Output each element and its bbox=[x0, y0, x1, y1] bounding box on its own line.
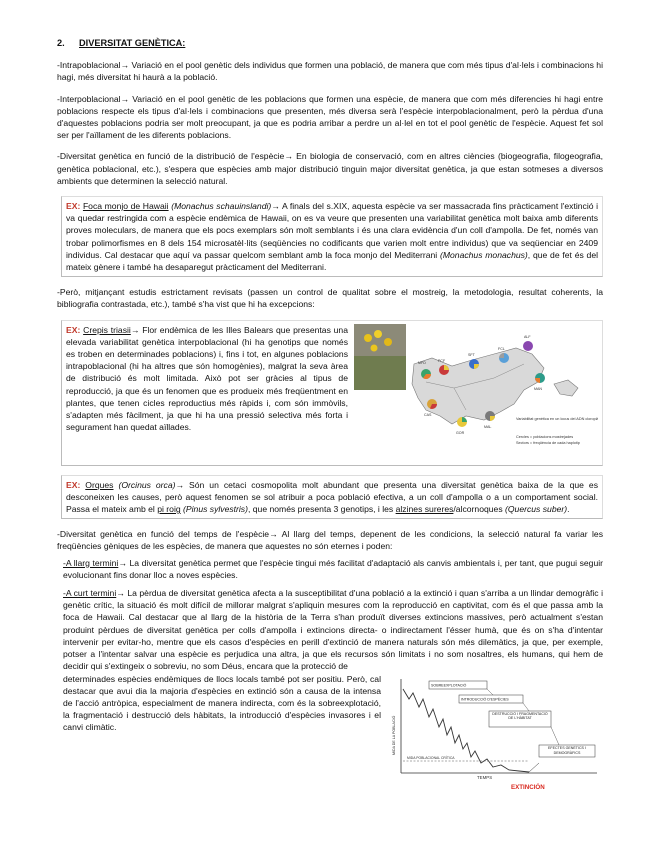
paragraph-intrapoblacional: -Intrapoblacional→ Variació en el pool genètic dels individus que formen una població, de manera que com més tipus d'al·lels i combinacions hi hagi, més diversitat hi haurà a la població. bbox=[57, 60, 603, 83]
flower-icon bbox=[384, 338, 392, 346]
paragraph-interpoblacional: -Interpoblacional→ Variació en el pool genètic de les poblacions que formen una espècie, de manera que com més diferencies hi hagi entre poblacions respecte els tipus d'al·lels i combinacions que presenten, més diversa serà l'espècie interpoblacionalment, però la pèrdua d'una d'aquestes poblacions podria ser molt preocupant, ja que es podria arribar a perdre un al·lel en tot el pool genètic de l'espècie. Aquest fet sol ser per l'aïllament de les diferents poblacions. bbox=[57, 93, 603, 141]
example-subject: Foca monjo de Hawaii bbox=[82, 201, 169, 212]
example-box-crepis bbox=[61, 320, 603, 466]
example-subject: Crepis triasii bbox=[83, 324, 131, 335]
example-text-4: . bbox=[567, 504, 570, 515]
pop-label: GOR bbox=[456, 430, 465, 435]
efectes-label-wrap bbox=[540, 746, 594, 757]
pop-label: CAS bbox=[424, 412, 432, 417]
example-text: → Flor endèmica de les Illes Balears que presentas una elevada variabilitat genètica interpoblacional (hi ha genotips que només es troben en determinades poblacions) i, fins i tot, en algunes poblacions intrapoblacional (hi ha altres que són homogènies), malgrat la seva àrea de distribució és molt limitada. Això pot ser gràcies al tipus de reproducció, ja que és un fenomen que es produeix més freqüentment en plantes, que tenen cicles reproductius més ràpids i, com són immòvils, s'adapten més fàcilment, ja que hi ha una pressió selectiva més forta i segurament han quedat aïllades. bbox=[66, 324, 348, 433]
pop-label: FCL bbox=[498, 346, 505, 351]
section-number: 2. bbox=[57, 38, 65, 48]
efectes-label: EFECTES GENÈTICS I DEMOGRÀFICS bbox=[548, 745, 586, 755]
pop-label: MFD bbox=[418, 360, 426, 365]
section-heading bbox=[57, 37, 603, 49]
pop-label: PCF bbox=[438, 358, 446, 363]
section-title: DIVERSITAT GENÈTICA: bbox=[79, 38, 186, 48]
pie-chart bbox=[535, 373, 545, 383]
flower-icon bbox=[374, 330, 382, 338]
pie-chart bbox=[421, 369, 431, 379]
crepis-figure bbox=[354, 324, 598, 462]
example-pine: pi roig bbox=[157, 504, 181, 515]
example-subject: Orques bbox=[85, 479, 114, 490]
flower-icon bbox=[364, 334, 372, 342]
critical-size-label: MIDA POBLACIONAL CRÍTICA bbox=[407, 755, 455, 760]
introduccio-label: INTRODUCCIÓ D'ESPÈCIES bbox=[461, 697, 509, 701]
arrow bbox=[523, 703, 529, 711]
pop-label: MAN bbox=[534, 386, 542, 391]
y-axis-label: MIDA DE LA POBLACIÓ bbox=[392, 715, 396, 755]
example-latin-name: (Monachus schauinslandi) bbox=[171, 201, 272, 212]
example-crepis-text bbox=[66, 324, 348, 462]
paragraph-temps: -Diversitat genètica en funció del temps de l'espècie→ Al llarg del temps, depenent de les condicions, la selecció natural fa variar les freqüències gèniques de les espècies, de manera que aquestes no són eternes i poden: bbox=[57, 529, 603, 552]
example-text: → Són un cetaci cosmopolita molt abundant que presenta una diversitat genètica baixa de la que es desconeixen les causes, però aquest fenomen se sol atribuir a poca població efectiva, a un coll d'ampolla o a un comportament social. Passa el mateix amb el bbox=[66, 479, 599, 515]
example-text: → A finals del s.XIX, aquesta espècie va ser massacrada fins pràcticament l'extinció i va quedar restringida com a espècie endèmica de Hawaii, on es va veure que presenten una variabilitat genètica molt baixa amb diferents proves moleculars, de manera que els pocs exemplars són molt semblants i és una clara evidència d'un coll d'ampolla. De fet, només van trobar polimorfismes en 8 dels 154 microsatèl·lits (seqüències no codificants que varien molt entre individus) que va seqüenciar en 2409 individus. Cal destacar que aquí va passar quelcom semblant amb la foca monjo del Mediterrani bbox=[66, 201, 599, 260]
example-pine-latin: (Pinus sylvestris) bbox=[183, 504, 248, 515]
pie-chart bbox=[469, 359, 479, 369]
example-text-3: /alcornoques bbox=[453, 504, 503, 515]
llarg-termini-label: -A llarg termini bbox=[63, 557, 119, 568]
arrow bbox=[529, 763, 539, 772]
pie-chart bbox=[439, 365, 449, 375]
pie-chart bbox=[499, 353, 509, 363]
pop-label: SFT bbox=[468, 352, 475, 357]
paragraph-curt-termini bbox=[63, 587, 603, 672]
document-page bbox=[57, 37, 603, 793]
sobreexplotacio-label: SOBREEXPLOTACIÓ bbox=[431, 683, 467, 687]
paragraph-excepcions: -Però, mitjançant estudis estrictament revisats (passen un control de qualitat sobre el mostreig, la metodologia, resultat coherents, la bibliografia contrastada, etc.), també s'ha vist que hi ha excepcions: bbox=[57, 287, 603, 310]
example-label: EX: bbox=[66, 479, 81, 490]
curt-termini-continuation bbox=[57, 673, 603, 793]
example-label: EX: bbox=[66, 324, 81, 335]
paragraph-distribucio: -Diversitat genètica en funció de la distribució de l'espècie→ En biologia de conservació, com en altres ciències (biogeografia, filogeografia, genètica poblacional, etc.), s'espera que espècies amb major distribució tinguin major diversitat genètica, ja que estan sotmeses a diversos ambients que determinen la selecció natural. bbox=[57, 151, 603, 186]
fig-caption: Variabilitat genètica en un locus del ADN cloroplàstic bbox=[516, 416, 598, 421]
island-map-small bbox=[554, 380, 578, 396]
paragraph-llarg-termini bbox=[63, 557, 603, 581]
pie-chart bbox=[485, 411, 495, 421]
extinction-vortex-figure bbox=[389, 673, 603, 793]
example-box-foca-monjo bbox=[61, 196, 603, 277]
plant-photo-foliage bbox=[354, 356, 406, 390]
example-text-2: , que només presenta 3 genotips, i les bbox=[247, 504, 394, 515]
example-box-orques bbox=[61, 475, 603, 520]
destruccio-label: DESTRUCCIÓ I FRAGMENTACIÓ DE L'HÀBITAT bbox=[492, 711, 548, 720]
llarg-termini-text: → La diversitat genètica permet que l'espècie tingui més facilitat d'adaptació als canvis ambientals i, per tant, que pugui seguir evolucionant fins donar lloc a noves espècies. bbox=[63, 557, 603, 580]
fig-caption: Cercles = poblacions mostrejades bbox=[516, 434, 574, 439]
example-label: EX: bbox=[66, 201, 81, 212]
example-oak-latin: (Quercus suber) bbox=[505, 504, 568, 515]
crepis-map-svg bbox=[354, 324, 598, 462]
example-latin-name-2: (Monachus monachus) bbox=[440, 249, 528, 260]
curt-termini-label: -A curt termini bbox=[63, 588, 117, 599]
arrow bbox=[487, 689, 493, 695]
fig-caption: Sectors = freqüència de cada haplotip bbox=[516, 440, 580, 445]
x-axis-label: TEMPS bbox=[477, 774, 493, 780]
pie-chart bbox=[523, 341, 533, 351]
flower-icon bbox=[371, 344, 378, 351]
arrow bbox=[551, 727, 559, 745]
curt-termini-text: → La pèrdua de diversitat genètica afecta a la susceptibilitat d'una població a la extinció i quan s'arriba a un llindar demogràfic i genètic crític, la situació és molt difícil de millorar malgrat s'apliquin mesures com la reproducció en captivitat, com és el que passa amb la foca de Hawaii. Cal destacar que al llarg de la història de la Terra s'han produït diverses extincions massives, però actualment s'estan produint pèrdues de diversitat genètica per colls d'ampolla i extincions directa- o indirectament l'ésser humà, que és on s'ha d'intentar intervenir per evitar-ho, mentre que els casos d'espècies en perill d'extinció de manera naturals són més dilemàtics, ja que, per exemple, potser a l'intentar salvar una espècie es perjudica una altra, ja que els recursos són limitats i no som nosaltres, els humans, qui hem de decidir qui s'extingeix o sobreviu, no som Déus, encara que la protecció de bbox=[63, 588, 603, 672]
example-text-2: , que de fet és del mateix gènere i també ha desaparegut pràcticament del Mediterrani. bbox=[66, 249, 599, 273]
example-oak: alzines sureres bbox=[395, 504, 454, 515]
extinction-label: EXTINCIÓN bbox=[511, 783, 545, 791]
pop-label: MAL bbox=[484, 424, 492, 429]
pie-chart bbox=[427, 399, 437, 409]
pie-chart bbox=[457, 417, 467, 427]
island-map bbox=[412, 348, 544, 424]
curt-termini-text-cont: determinades espècies endèmiques de llocs locals també pot ser positiu. Però, cal destacar que avui dia la majoria d'espècies en extinció són a causa de la intensa de l'acció antròpica, especialment de manera indirecta, com és la sobreexplotació, la fragmentació i destrucció dels hàbitats, la introducció d'espècies invasores i el canvi climàtic. bbox=[63, 673, 381, 733]
extinction-vortex-svg bbox=[389, 673, 603, 793]
destruccio-label-wrap bbox=[490, 712, 550, 727]
pop-label: ALF bbox=[524, 334, 531, 339]
example-latin-name: (Orcinus orca) bbox=[118, 479, 176, 490]
